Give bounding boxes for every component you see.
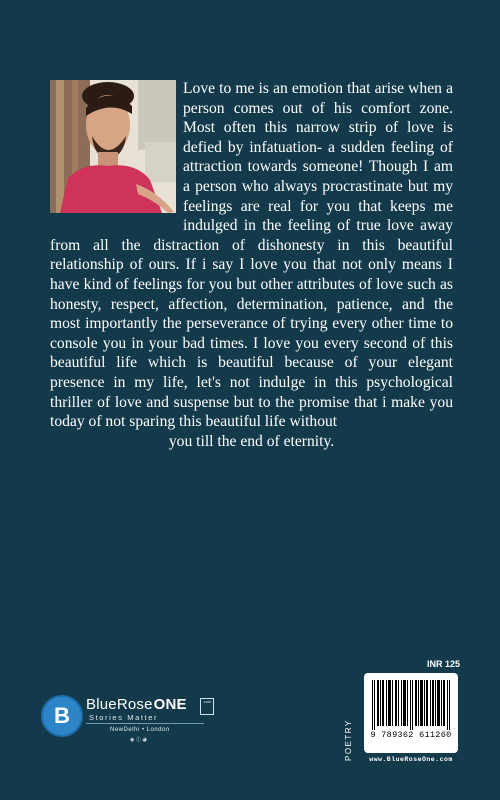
publisher-tagline: Stories Matter (89, 713, 159, 722)
publisher-name-part2: ONE (153, 696, 187, 713)
barcode-bars (370, 680, 452, 730)
blurb-body: Love to me is an emotion that arise when a person comes out of his comfort zone. Most often this narrow strip of love is defied by infatuation- a sudden feeling of attraction towards someone! Though I am a person who always procrastinate but my feelings are real for you that keeps me indulged in the feeling of true love away from all the distraction of dishonesty in this beautiful relationship of ours. If i say I love you that not only means I have kind of feelings for you but other attributes of love such as honesty, respect, affection, determination, patience, and the most importantly the perseverance of trying every other time to console you in your bad times. I love you every second of this beautiful life which is beautiful because of your elegant presence in my life, let's not indulge in this psychological thriller of love and suspense but to the promise that i make you today of not sparing this beautiful life without (50, 80, 453, 431)
photo-text-wrap (50, 79, 183, 217)
isbn-barcode (364, 673, 458, 753)
logo-divider (86, 723, 204, 724)
publisher-cities: NewDelhi • London (110, 727, 170, 733)
blurb-closing-line: you till the end of eternity. (168, 432, 335, 450)
isbn-number: 9 789362 611260 (370, 730, 452, 740)
bluerose-logo-icon (41, 695, 83, 737)
publisher-name (86, 696, 187, 713)
back-cover-blurb (50, 79, 453, 451)
publisher-badge: .com (200, 698, 214, 715)
publisher-website: www.BlueRoseOne.com (369, 756, 453, 763)
logo-letter: B (54, 703, 70, 728)
social-media-icons: ◉ ⓕ ◕ (130, 737, 147, 743)
price-label: INR 125 (427, 659, 461, 669)
publisher-name-part1: BlueRose (86, 696, 153, 713)
genre-label: POETRY (344, 719, 353, 761)
